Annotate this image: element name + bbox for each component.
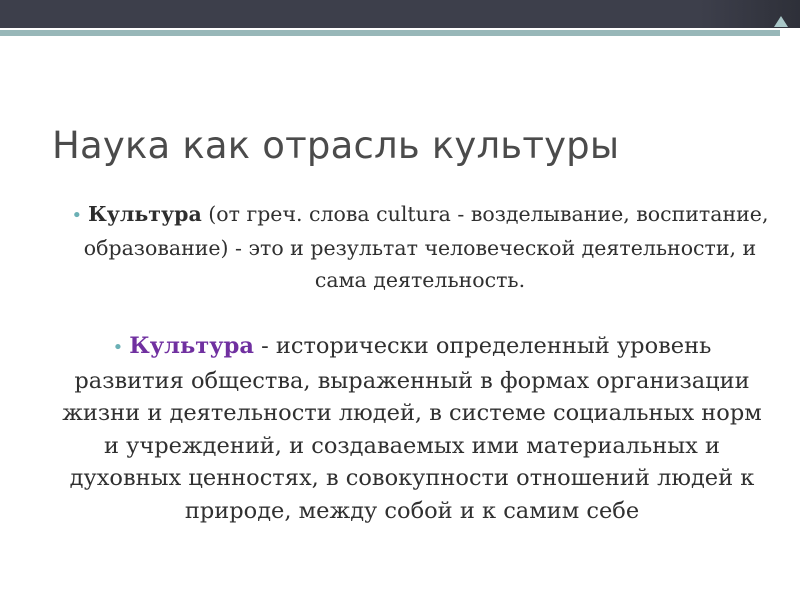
bullet-icon: • xyxy=(71,205,83,226)
header-accent-line xyxy=(0,30,780,36)
bullet-icon: • xyxy=(112,337,124,358)
slide-title: Наука как отрасль культуры xyxy=(52,124,620,167)
triangle-up-icon xyxy=(774,16,788,27)
bullet-1-term: Культура xyxy=(88,202,202,226)
bullet-paragraph-2 xyxy=(62,330,762,527)
header-bar xyxy=(0,0,800,28)
bullet-2-term: Культура xyxy=(129,333,254,359)
bullet-paragraph-1 xyxy=(60,198,780,296)
bullet-1-text: (от греч. слова cultura - возделывание, воспитание, образование) - это и результат человеческой деятельности, и сама деятельность. xyxy=(83,202,769,292)
header-accent-gap xyxy=(788,30,800,36)
bullet-2-text: - исторически определенный уровень развития общества, выраженный в формах организации жизни и деятельности людей, в системе социальных норм и учреждений, и создаваемых ими материальных и духовных ценностях, в совокупности отношений людей к природе, между собой и к самим себе xyxy=(62,333,762,524)
